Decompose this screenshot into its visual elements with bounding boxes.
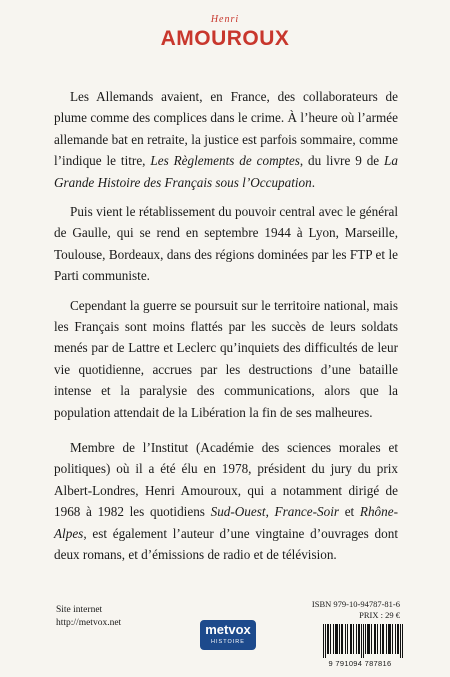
publisher-imprint: HISTOIRE <box>211 639 245 645</box>
newspaper-name: Rhône-Alpes <box>54 504 398 541</box>
blurb-text: . <box>311 174 316 190</box>
author-first-name: Henri <box>210 14 240 25</box>
author-bio <box>54 437 398 565</box>
blurb-paragraph-3: Cependant la guerre se poursuit sur le territoire national, mais les Français sont moins flattés par les succès de leurs soldats menés par de Lattre et Leclerc qu’inquiets des difficultés de leur vie quotidienne, accrues par les destructions d’une bataille intense et la paralysie des communications, alors que la population attendait de la Libération la fin de ses malheures. <box>54 297 398 420</box>
bio-text: Membre de l’Institut (Académie des sciences morales et politiques) où il a été élu en 1978, président du jury du prix Albert-Londres, Henri Amouroux, qui a notamment dirigé de 1968 à 1982 les quotidiens <box>54 440 398 520</box>
series-title: La Grande Histoire des Français sous l’Occupation <box>54 153 398 190</box>
site-label: Site internet <box>56 605 103 615</box>
bio-paragraph <box>54 437 398 565</box>
bio-text: et <box>339 504 360 520</box>
newspaper-name: Sud-Ouest <box>210 504 266 520</box>
bio-text: , <box>265 504 275 520</box>
publisher-brand: metvox <box>205 622 251 637</box>
isbn: ISBN 979-10-94787-81-6 <box>311 599 400 609</box>
barcode-number: 9 791094 787816 <box>328 659 392 668</box>
book-title: Les Règlements de comptes <box>150 153 300 169</box>
website-info <box>56 604 121 629</box>
price: PRIX : 29 € <box>359 610 400 620</box>
blurb-text: Les Allemands avaient, en France, des collaborateurs de plume comme des complices dans le crime. À l’heure où l’armée allemande bat en retraite, la justice est parfois sommaire, comme l’indique le titre, <box>54 89 398 169</box>
book-blurb <box>54 86 398 431</box>
publisher-logo <box>200 620 256 650</box>
author-last-name: AMOUROUX <box>160 27 290 50</box>
site-url[interactable]: http://metvox.net <box>56 617 122 628</box>
blurb-paragraph-1 <box>54 86 398 193</box>
blurb-text: , du livre 9 de <box>299 153 385 169</box>
newspaper-name: France-Soir <box>274 504 340 520</box>
barcode-icon <box>323 624 403 658</box>
isbn-price <box>286 599 400 621</box>
blurb-paragraph-2: Puis vient le rétablissement du pouvoir central avec le général de Gaulle, qui se rend en septembre 1944 à Lyon, Marseille, Toulouse, Bordeaux, dans des régions dominées par les FTP et le Parti communiste. <box>54 204 398 284</box>
bio-text: , est également l’auteur d’une vingtaine d’ouvrages dont deux romans, et d’émissions de radio et de télévision. <box>54 525 398 563</box>
